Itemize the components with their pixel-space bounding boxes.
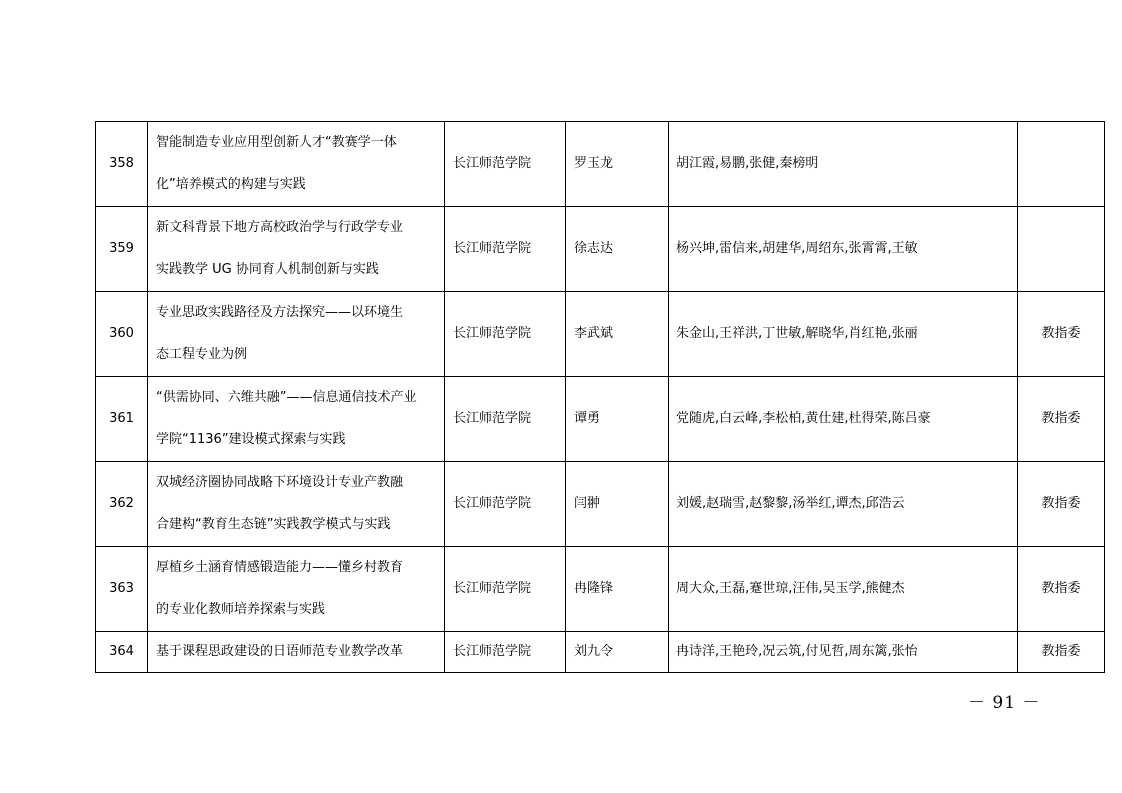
recommender bbox=[1018, 207, 1105, 292]
recommender: 教指委 bbox=[1018, 632, 1105, 673]
project-title-line: 新文科背景下地方高校政治学与行政学专业 bbox=[156, 220, 404, 235]
institution: 长江师范学院 bbox=[445, 462, 566, 547]
table-row bbox=[96, 462, 1105, 547]
project-title-line: 化”培养模式的构建与实践 bbox=[156, 177, 306, 192]
project-members: 周大众,王磊,蹇世琼,汪伟,吴玉学,熊健杰 bbox=[669, 547, 1018, 632]
project-title bbox=[148, 292, 445, 377]
project-title-line: 厚植乡土涵育情感锻造能力——懂乡村教育 bbox=[156, 560, 404, 575]
project-members: 党随虎,白云峰,李松柏,黄仕建,杜得荣,陈吕豪 bbox=[669, 377, 1018, 462]
project-title bbox=[148, 122, 445, 207]
institution: 长江师范学院 bbox=[445, 207, 566, 292]
project-leader: 罗玉龙 bbox=[566, 122, 669, 207]
project-title-line: 双城经济圈协同战略下环境设计专业产教融 bbox=[156, 475, 404, 490]
project-leader: 冉隆锋 bbox=[566, 547, 669, 632]
row-number: 360 bbox=[96, 292, 148, 377]
row-number: 358 bbox=[96, 122, 148, 207]
project-title-line: 态工程专业为例 bbox=[156, 347, 248, 362]
project-members: 冉诗洋,王艳玲,况云筑,付见哲,周东篱,张怡 bbox=[669, 632, 1018, 673]
institution: 长江师范学院 bbox=[445, 292, 566, 377]
institution: 长江师范学院 bbox=[445, 377, 566, 462]
project-title-line: 的专业化教师培养探索与实践 bbox=[156, 602, 326, 617]
project-title bbox=[148, 547, 445, 632]
project-leader: 徐志达 bbox=[566, 207, 669, 292]
project-leader: 李武斌 bbox=[566, 292, 669, 377]
project-title-line: 基于课程思政建设的日语师范专业教学改革 bbox=[156, 644, 404, 659]
table-row bbox=[96, 207, 1105, 292]
row-number: 361 bbox=[96, 377, 148, 462]
project-members: 杨兴坤,雷信来,胡建华,周绍东,张霄霄,王敏 bbox=[669, 207, 1018, 292]
recommender bbox=[1018, 122, 1105, 207]
row-number: 364 bbox=[96, 632, 148, 673]
table-row bbox=[96, 377, 1105, 462]
institution: 长江师范学院 bbox=[445, 122, 566, 207]
project-members: 朱金山,王祥洪,丁世敏,解晓华,肖红艳,张丽 bbox=[669, 292, 1018, 377]
institution: 长江师范学院 bbox=[445, 547, 566, 632]
recommender: 教指委 bbox=[1018, 547, 1105, 632]
project-members: 刘媛,赵瑞雪,赵黎黎,汤举红,谭杰,邱浩云 bbox=[669, 462, 1018, 547]
project-table bbox=[95, 121, 1105, 673]
project-title-line: 智能制造专业应用型创新人才“教赛学一体 bbox=[156, 135, 397, 150]
institution: 长江师范学院 bbox=[445, 632, 566, 673]
project-members: 胡江霞,易鹏,张健,秦榜明 bbox=[669, 122, 1018, 207]
table-row bbox=[96, 292, 1105, 377]
row-number: 363 bbox=[96, 547, 148, 632]
project-leader: 闫翀 bbox=[566, 462, 669, 547]
row-number: 362 bbox=[96, 462, 148, 547]
project-title bbox=[148, 632, 445, 673]
project-title-line: 实践教学 UG 协同育人机制创新与实践 bbox=[156, 262, 379, 277]
project-title bbox=[148, 377, 445, 462]
project-leader: 刘九令 bbox=[566, 632, 669, 673]
project-title-line: 合建构“教育生态链”实践教学模式与实践 bbox=[156, 517, 391, 532]
table-row bbox=[96, 632, 1105, 673]
recommender: 教指委 bbox=[1018, 292, 1105, 377]
project-title bbox=[148, 462, 445, 547]
project-title-line: 学院“1136”建设模式探索与实践 bbox=[156, 432, 346, 447]
recommender: 教指委 bbox=[1018, 377, 1105, 462]
project-title bbox=[148, 207, 445, 292]
project-title-line: 专业思政实践路径及方法探究——以环境生 bbox=[156, 305, 404, 320]
project-leader: 谭勇 bbox=[566, 377, 669, 462]
recommender: 教指委 bbox=[1018, 462, 1105, 547]
page-number: － 91 － bbox=[968, 693, 1041, 713]
table-row bbox=[96, 122, 1105, 207]
project-title-line: “供需协同、六维共融”——信息通信技术产业 bbox=[156, 390, 417, 405]
row-number: 359 bbox=[96, 207, 148, 292]
table-row bbox=[96, 547, 1105, 632]
